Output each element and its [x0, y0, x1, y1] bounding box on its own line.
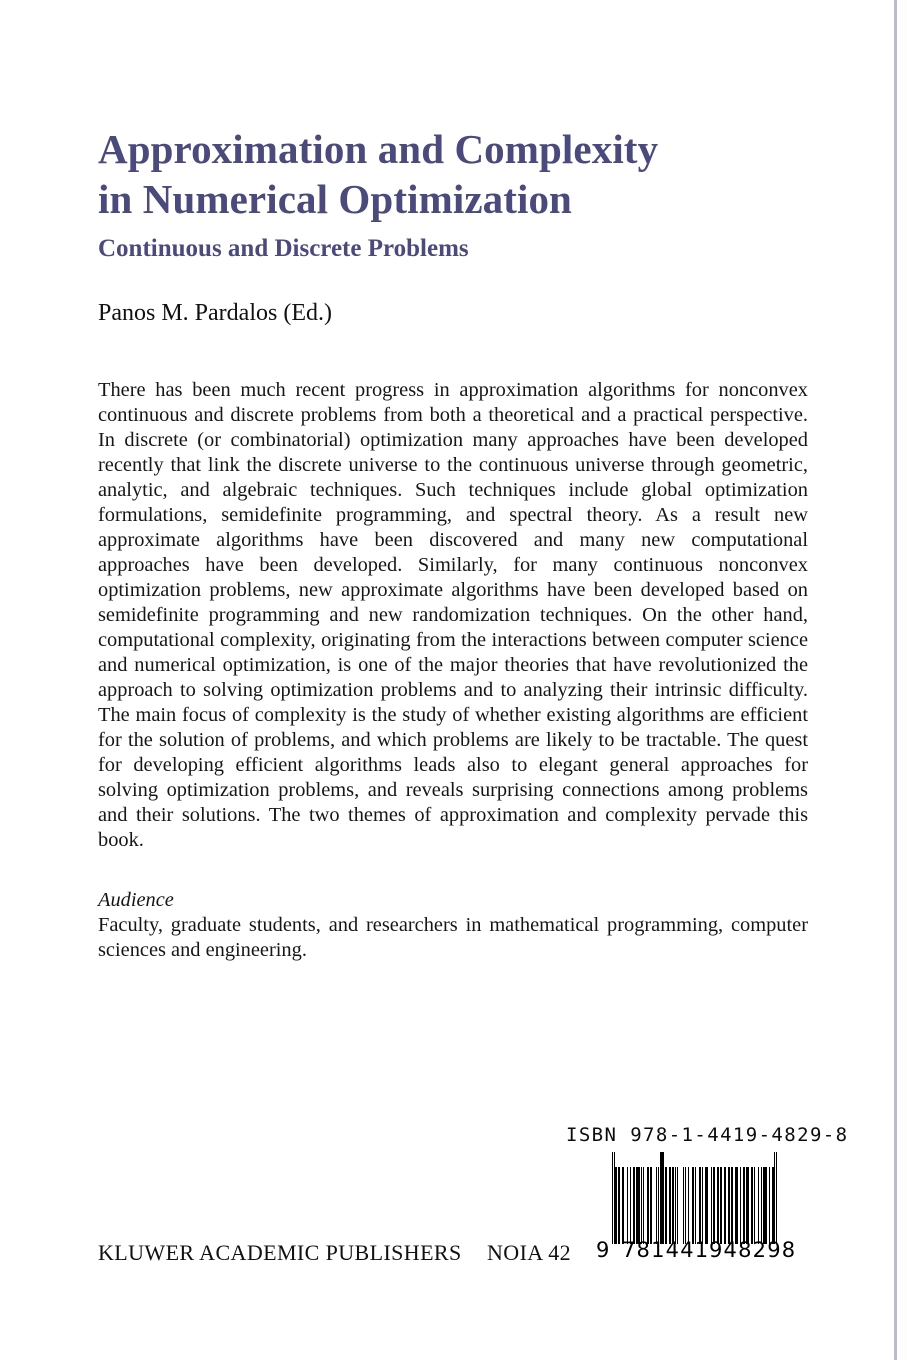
- barcode-bar: [702, 1167, 703, 1244]
- barcode-bar: [641, 1167, 642, 1244]
- audience-text: Faculty, graduate students, and researchers in mathematical programming, computer sciences and engineering.: [98, 914, 808, 961]
- barcode-bar: [754, 1167, 755, 1244]
- barcode-bar: [630, 1167, 631, 1244]
- barcode-bar: [761, 1167, 762, 1244]
- barcode-bar: [627, 1167, 628, 1244]
- back-cover-blurb: There has been much recent progress in approximation algorithms for nonconvex continuous and discrete problems from both a theoretical and a practical perspective. In discrete (or combinatorial) optimization many approaches have been developed recently that link the discrete universe to the continuous universe through geometric, analytic, and algebraic techniques. Such techniques include global optimization formulations, semidefinite programming, and spectral theory. As a result new approximate algorithms have been discovered and many new computational approaches have been developed. Similarly, for many continuous nonconvex optimization problems, new approximate algorithms have been developed based on semidefinite programming and new randomization techniques. On the other hand, computational complexity, originating from the interactions between computer science and numerical optimization, is one of the major theories that have revolutionized the approach to solving optimization problems and to analyzing their intrinsic difficulty. The main focus of complexity is the study of whether existing algorithms are efficient for the solution of problems, and which problems are likely to be tractable. The quest for developing efficient algorithms leads also to elegant general approaches for solving optimization problems, and reveals surprising connections among problems and their solutions. The two themes of approximation and complexity pervade this book.: [98, 379, 808, 851]
- barcode-bar: [695, 1167, 696, 1244]
- barcode-bar: [751, 1167, 753, 1244]
- barcode-bar: [647, 1167, 649, 1244]
- barcode-bar: [688, 1167, 689, 1244]
- barcode-bar: [720, 1167, 722, 1244]
- barcode-bar: [763, 1167, 766, 1244]
- barcode-bar: [633, 1167, 635, 1244]
- barcode-bar: [724, 1167, 726, 1244]
- barcode-bar: [660, 1152, 664, 1244]
- barcode-bar: [758, 1167, 759, 1244]
- barcode-digits-left: 781441: [622, 1238, 710, 1262]
- audience-block: [98, 888, 808, 963]
- series-code: NOIA 42: [487, 1240, 572, 1265]
- publisher-name: KLUWER ACADEMIC PUBLISHERS: [98, 1240, 462, 1265]
- barcode-bar: [665, 1167, 667, 1244]
- barcode-bar: [622, 1167, 624, 1244]
- isbn-text: ISBN 978-1-4419-4829-8: [566, 1124, 849, 1146]
- barcode-bar: [769, 1167, 770, 1244]
- barcode-bar: [713, 1167, 715, 1244]
- barcode-bar: [618, 1167, 620, 1244]
- barcode-digit-lead: 9: [596, 1238, 611, 1262]
- barcode-bar: [650, 1167, 652, 1244]
- barcode-bar: [656, 1167, 657, 1244]
- book-title-line-2: in Numerical Optimization: [98, 176, 572, 222]
- barcode-bar: [636, 1167, 640, 1244]
- barcode-bar: [717, 1167, 719, 1244]
- barcode-bar: [731, 1167, 733, 1244]
- barcode-bar: [643, 1167, 644, 1244]
- barcode-bar: [699, 1167, 701, 1244]
- barcode-bars: [612, 1152, 778, 1244]
- barcode-bar: [672, 1167, 674, 1244]
- barcode-bar: [776, 1152, 777, 1244]
- barcode-bar: [711, 1167, 712, 1244]
- isbn-block: [566, 1124, 849, 1146]
- barcode-bar: [743, 1167, 745, 1244]
- barcode-bar: [705, 1167, 708, 1244]
- book-title-line-1: Approximation and Complexity: [98, 126, 659, 172]
- editor-name: Panos M. Pardalos (Ed.): [98, 300, 332, 326]
- barcode-digits-right: 948298: [709, 1238, 797, 1262]
- barcode-bar: [746, 1167, 749, 1244]
- barcode-bar: [692, 1167, 694, 1244]
- title-block: [98, 124, 818, 265]
- barcode-bar: [683, 1167, 684, 1244]
- barcode-bar: [728, 1167, 730, 1244]
- barcode-bar: [615, 1167, 617, 1244]
- barcode-bar: [677, 1167, 678, 1244]
- barcode-bar: [774, 1152, 775, 1244]
- barcode-bar: [735, 1167, 737, 1244]
- audience-heading: Audience: [98, 889, 174, 911]
- barcode-bar: [740, 1167, 741, 1244]
- book-subtitle: Continuous and Discrete Problems: [98, 235, 469, 262]
- barcode-bar: [612, 1152, 613, 1244]
- barcode-bar: [685, 1167, 686, 1244]
- barcode-bar: [675, 1167, 676, 1244]
- barcode-bar: [669, 1167, 671, 1244]
- cover-edge-margin: [897, 0, 907, 1360]
- isbn-barcode: [612, 1152, 778, 1244]
- barcode-bar: [658, 1167, 659, 1244]
